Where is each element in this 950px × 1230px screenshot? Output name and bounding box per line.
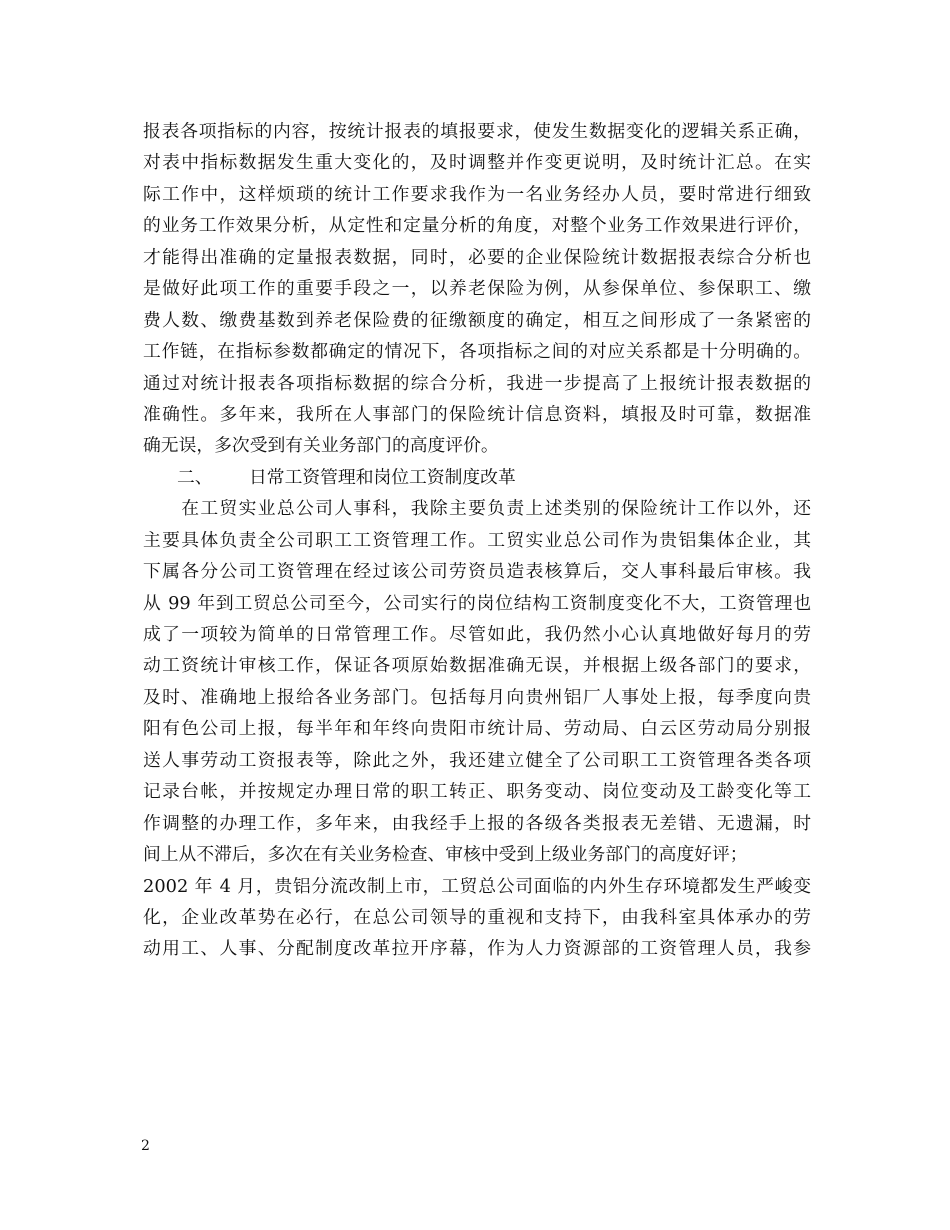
text-line: 动用工、人事、分配制度改革拉开序幕，作为人力资源部的工资管理人员，我参 (143, 938, 811, 960)
section-heading (143, 462, 811, 493)
page-number: 2 (141, 1138, 150, 1154)
text-line: 确无误，多次受到有关业务部门的高度评价。 (143, 435, 499, 457)
text-line: 阳有色公司上报，每半年和年终向贵阳市统计局、劳动局、白云区劳动局分别报 (143, 718, 811, 740)
text-line: 成了一项较为简单的日常管理工作。尽管如此，我仍然小心认真地做好每月的劳 (143, 624, 811, 645)
text-line: 记录台帐，并按规定办理日常的职工转正、职务变动、岗位变动及工龄变化等工 (143, 781, 811, 803)
section-number: 二、 (177, 466, 213, 488)
text-line: 间上从不滞后，多次在有关业务检查、审核中受到上级业务部门的高度好评； (143, 844, 748, 866)
text-line: 通过对统计报表各项指标数据的综合分析，我进一步提高了上报统计报表数据的 (143, 372, 811, 394)
text-line: 化，企业改革势在必行，在总公司领导的重视和支持下，由我科室具体承办的劳 (143, 906, 811, 928)
text-line: 才能得出准确的定量报表数据，同时，必要的企业保险统计数据报表综合分析也 (143, 246, 811, 268)
text-line: 际工作中，这样烦琐的统计工作要求我作为一名业务经办人员，要时常进行细致 (143, 183, 811, 205)
text-line: 准确性。多年来，我所在人事部门的保险统计信息资料，填报及时可靠，数据准 (143, 403, 811, 425)
text-line: 在工贸实业总公司人事科，我除主要负责上述类别的保险统计工作以外，还 (143, 498, 811, 520)
text-line: 动工资统计审核工作，保证各项原始数据准确无误，并根据上级各部门的要求， (143, 655, 811, 677)
text-line: 送人事劳动工资报表等，除此之外，我还建立健全了公司职工工资管理各类各项 (143, 749, 811, 771)
text-line: 主要具体负责全公司职工工资管理工作。工贸实业总公司作为贵铝集体企业，其 (143, 529, 811, 551)
text-line: 对表中指标数据发生重大变化的，及时调整并作变更说明，及时统计汇总。在实 (143, 152, 811, 174)
text-line: 是做好此项工作的重要手段之一，以养老保险为例，从参保单位、参保职工、缴 (143, 278, 811, 300)
text-line: 及时、准确地上报给各业务部门。包括每月向贵州铝厂人事处上报，每季度向贵 (143, 686, 811, 708)
section-title: 日常工资管理和岗位工资制度改革 (249, 466, 516, 488)
text-line: 费人数、缴费基数到养老保险费的征缴额度的确定，相互之间形成了一条紧密的 (143, 309, 811, 331)
text-line: 的业务工作效果分析，从定性和定量分析的角度，对整个业务工作效果进行评价， (143, 215, 811, 237)
text-line: 工作链，在指标参数都确定的情况下，各项指标之间的对应关系都是十分明确的。 (143, 341, 811, 363)
document-body (143, 116, 811, 965)
text-line: 2002 年 4 月，贵铝分流改制上市，工贸总公司面临的内外生存环境都发生严峻变 (143, 875, 811, 897)
text-line: 报表各项指标的内容，按统计报表的填报要求，使发生数据变化的逻辑关系正确， (143, 121, 811, 142)
text-line: 从 99 年到工贸总公司至今，公司实行的岗位结构工资制度变化不大，工资管理也 (143, 592, 811, 614)
text-line: 下属各分公司工资管理在经过该公司劳资员造表核算后，交人事科最后审核。我 (143, 561, 811, 583)
text-line: 作调整的办理工作，多年来，由我经手上报的各级各类报表无差错、无遗漏，时 (143, 812, 811, 834)
